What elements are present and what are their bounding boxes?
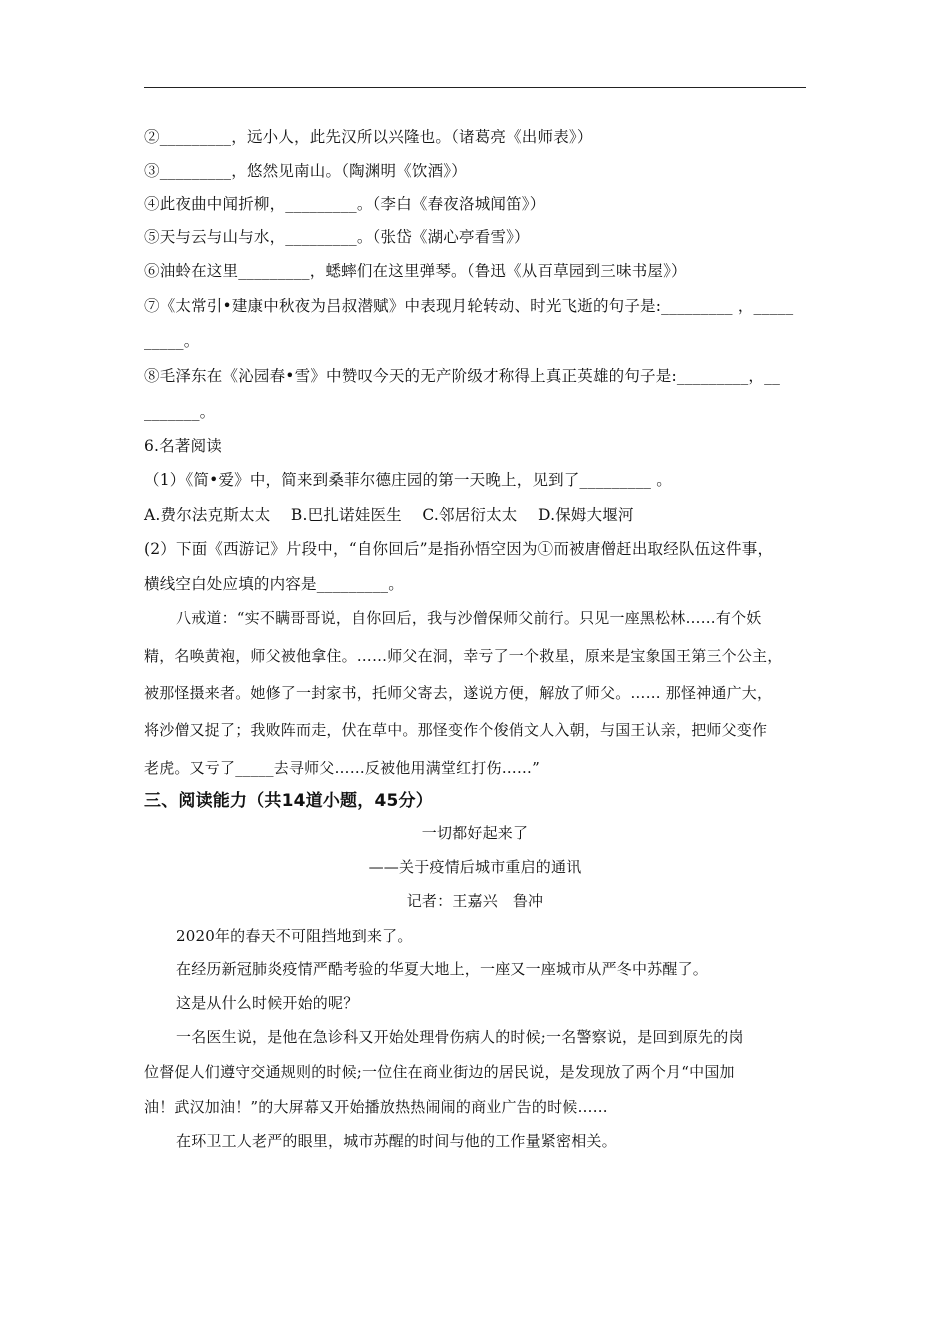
- excerpt-line-3: 被那怪摄来者。她修了一封家书，托师父寄去，遂说方便，解放了师父。…… 那怪神通广大，: [144, 684, 773, 702]
- excerpt-line-2: 精，名唤黄袍，师父被他拿住。……师父在洞，幸亏了一个救星，原来是宝象国王第三个公主，: [144, 647, 783, 665]
- article-subtitle: ——关于疫情后城市重启的通讯: [368, 858, 582, 876]
- article-para-2: 在经历新冠肺炎疫情严酷考验的华夏大地上，一座又一座城市从严冬中苏醒了。: [176, 960, 709, 978]
- poem-blank-7-cont: _____。: [144, 332, 200, 350]
- article-para-4-line-3: 油！武汉加油！”的大屏幕又开始播放热热闹闹的商业广告的时候……: [144, 1098, 608, 1116]
- section-heading: 三、阅读能力（共14道小题，45分）: [144, 791, 433, 811]
- question-6-2-cont: 横线空白处应填的内容是_________。: [144, 575, 404, 593]
- excerpt-line-1: 八戒道：“实不瞒哥哥说，自你回后，我与沙僧保师父前行。只见一座黑松林……有个妖: [176, 609, 762, 627]
- article-para-4-line-2: 位督促人们遵守交通规则的时候;一位住在商业街边的居民说，是发现放了两个月“中国加: [144, 1063, 735, 1081]
- excerpt-line-5: 老虎。又亏了_____去寻师父……反被他用满堂红打伤……”: [144, 759, 540, 777]
- question-6-1: （1）《简•爱》中，简来到桑菲尔德庄园的第一天晚上，见到了_________ 。: [144, 471, 672, 489]
- article-title: 一切都好起来了: [421, 824, 529, 842]
- question-6-2: (2）下面《西游记》片段中，“自你回后”是指孙悟空因为①而被唐僧赶出取经队伍这件事，: [144, 540, 774, 558]
- poem-blank-7: ⑦《太常引•建康中秋夜为吕叔潜赋》中表现月轮转动、时光飞逝的句子是:_________ ，_____: [144, 297, 794, 315]
- article-byline: 记者：王嘉兴 鲁冲: [406, 892, 544, 910]
- poem-blank-5: ⑤天与云与山与水，_________。（张岱《湖心亭看雪》）: [144, 228, 530, 246]
- poem-blank-4: ④此夜曲中闻折柳，_________。（李白《春夜洛城闻笛》）: [144, 195, 546, 213]
- poem-blank-8: ⑧毛泽东在《沁园春•雪》中赞叹今天的无产阶级才称得上真正英雄的句子是:_________，__: [144, 367, 781, 385]
- question-6-1-options: A.费尔法克斯太太 B.巴扎诺娃医生 C.邻居衍太太 D.保姆大堰河: [144, 506, 634, 524]
- poem-blank-2: ②_________，远小人，此先汉所以兴隆也。（诸葛亮《出师表》）: [144, 128, 593, 146]
- excerpt-line-4: 将沙僧又捉了；我败阵而走，伏在草中。那怪变作个俊俏文人入朝，与国王认亲，把师父变作: [144, 721, 768, 739]
- poem-blank-8-cont: _______。: [144, 403, 216, 421]
- article-para-4-line-1: 一名医生说，是他在急诊科又开始处理骨伤病人的时候;一名警察说，是回到原先的岗: [176, 1028, 744, 1046]
- article-para-1: 2020年的春天不可阻挡地到来了。: [176, 927, 413, 945]
- question-6-title: 6.名著阅读: [144, 437, 222, 455]
- article-para-3: 这是从什么时候开始的呢？: [176, 994, 359, 1012]
- poem-blank-3: ③_________，悠然见南山。（陶渊明《饮酒》）: [144, 162, 467, 180]
- article-para-5: 在环卫工人老严的眼里，城市苏醒的时间与他的工作量紧密相关。: [176, 1132, 617, 1150]
- header-rule: [144, 87, 806, 88]
- poem-blank-6: ⑥油蛉在这里_________，蟋蟀们在这里弹琴。（鲁迅《从百草园到三味书屋》）: [144, 262, 687, 280]
